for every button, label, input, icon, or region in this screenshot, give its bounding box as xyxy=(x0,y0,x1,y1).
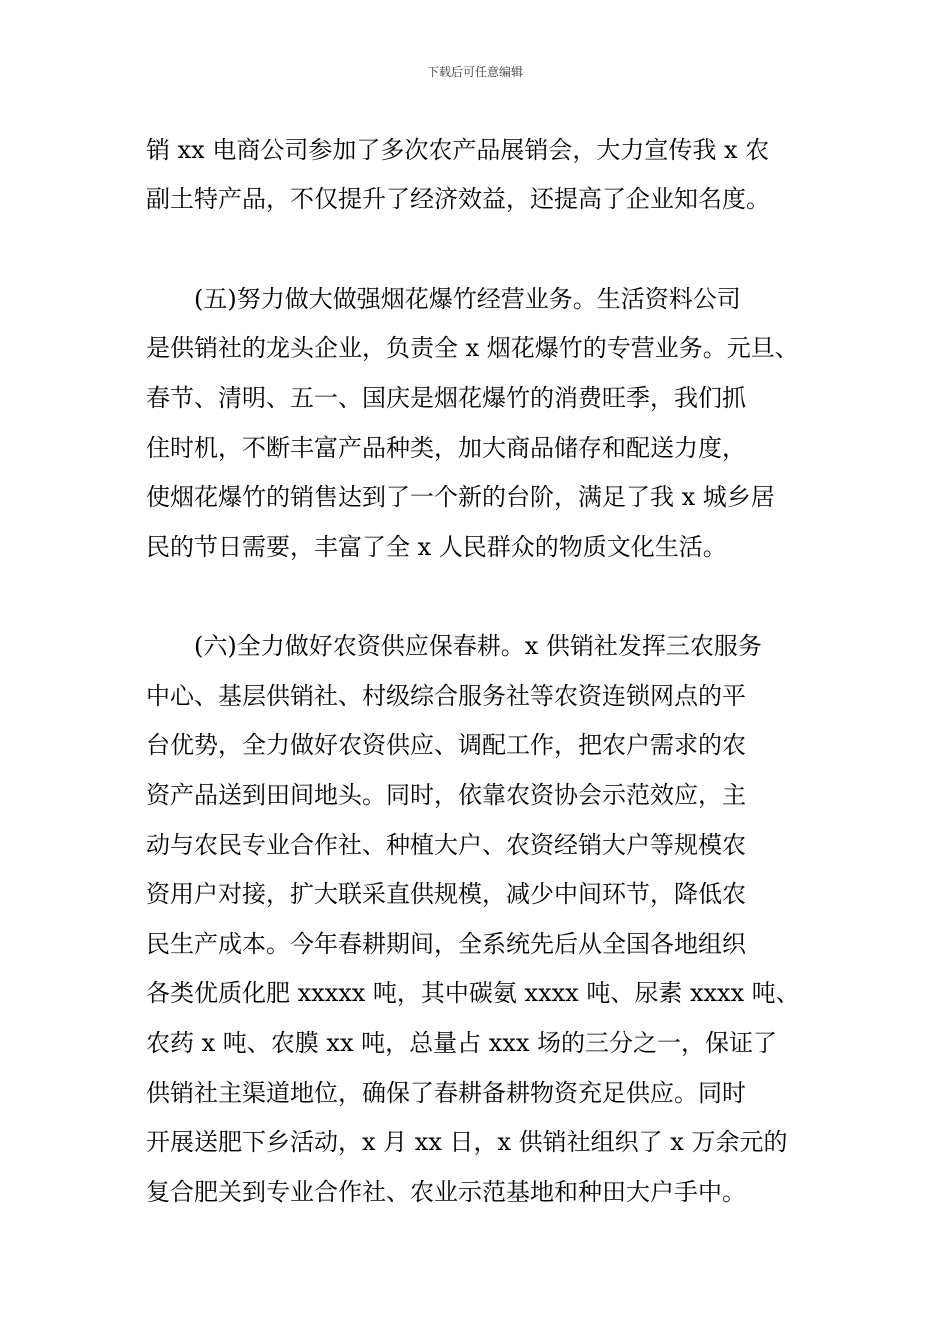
text-line: 资产品送到田间地头。同时，依靠农资协会示范效应，主 xyxy=(146,781,746,809)
text-line: 开展送肥下乡活动，x 月 xx 日，x 供销社组织了 x 万余元的 xyxy=(146,1128,788,1156)
text-line: 副土特产品，不仅提升了经济效益，还提高了企业知名度。 xyxy=(146,185,770,213)
text-line: 农药 x 吨、农膜 xx 吨，总量占 xxx 场的三分之一，保证了 xyxy=(146,1029,777,1057)
text-line: 住时机，不断丰富产品种类，加大商品储存和配送力度， xyxy=(146,434,746,462)
text-line: 资用户对接，扩大联采直供规模，减少中间环节，降低农 xyxy=(146,880,746,908)
text-line: 春节、清明、五一、国庆是烟花爆竹的消费旺季，我们抓 xyxy=(146,384,746,412)
text-line: 台优势，全力做好农资供应、调配工作，把农户需求的农 xyxy=(146,731,746,759)
text-line: 动与农民专业合作社、种植大户、农资经销大户等规模农 xyxy=(146,831,746,859)
text-line: 中心、基层供销社、村级综合服务社等农资连锁网点的平 xyxy=(146,682,746,710)
text-line: 是供销社的龙头企业，负责全 x 烟花爆竹的专营业务。元旦、 xyxy=(146,334,799,362)
paragraph-heading-five: (五)努力做大做强烟花爆竹经营业务。生活资料公司 xyxy=(194,285,741,313)
text-line: 复合肥关到专业合作社、农业示范基地和种田大户手中。 xyxy=(146,1178,746,1206)
text-line: 供销社主渠道地位，确保了春耕备耕物资充足供应。同时 xyxy=(146,1079,746,1107)
text-line: 各类优质化肥 xxxxx 吨，其中碳氨 xxxx 吨、尿素 xxxx 吨、 xyxy=(146,979,800,1007)
text-line: 民的节日需要，丰富了全 x 人民群众的物质文化生活。 xyxy=(146,533,727,561)
text-line: 销 xx 电商公司参加了多次农产品展销会，大力宣传我 x 农 xyxy=(146,136,770,164)
paragraph-heading-six: (六)全力做好农资供应保春耕。x 供销社发挥三农服务 xyxy=(194,632,762,660)
page-header: 下载后可任意编辑 xyxy=(426,65,523,79)
text-line: 使烟花爆竹的销售达到了一个新的台阶，满足了我 x 城乡居 xyxy=(146,483,775,511)
text-line: 民生产成本。今年春耕期间，全系统先后从全国各地组织 xyxy=(146,930,746,958)
